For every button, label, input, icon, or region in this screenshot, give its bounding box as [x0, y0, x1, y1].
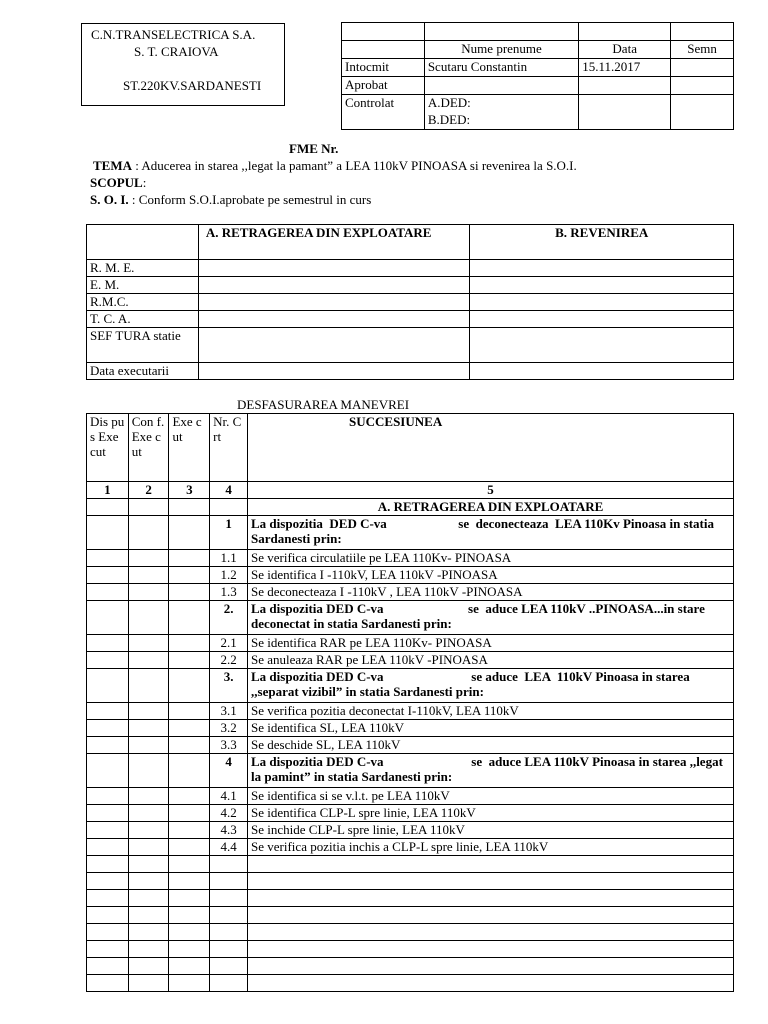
phases-row: [87, 311, 734, 328]
step-header-row: [87, 601, 734, 635]
empty-cell: [128, 839, 169, 856]
tema-text: : Aducerea in starea ,,legat la pamant” a LEA 110kV PINOASA si revenirea la S.O.I.: [132, 158, 577, 173]
phase-b-cell: [470, 260, 734, 277]
phases-row: [87, 260, 734, 277]
phase-b-header: B. REVENIREA: [470, 225, 734, 260]
soi-label: S. O. I.: [90, 192, 129, 207]
phases-row: [87, 328, 734, 363]
empty-cell: [87, 499, 129, 516]
empty-cell: [169, 975, 210, 992]
col-header-confirmat: Con f. Exe cut: [128, 414, 169, 482]
phases-row-label: T. C. A.: [87, 311, 199, 328]
empty-cell: [87, 907, 129, 924]
tema-line: [93, 158, 577, 174]
step-text: Se identifica I -110kV, LEA 110kV -PINOASA: [248, 567, 734, 584]
empty-cell: [87, 720, 129, 737]
phase-a-cell: [198, 311, 470, 328]
step-text: La dispozitia DED C-va se aduce LEA 110kV ..PINOASA...in stare deconectat in statia Sardanesti prin:: [248, 601, 734, 635]
empty-cell: [87, 975, 129, 992]
empty-cell: [87, 890, 129, 907]
column-number-cell: 3: [169, 482, 210, 499]
empty-cell: [128, 550, 169, 567]
tema-label: TEMA: [93, 158, 132, 173]
empty-cell: [128, 754, 169, 788]
company-subunit: S. T. CRAIOVA: [134, 44, 219, 59]
empty-cell: [169, 516, 210, 550]
step-row: [87, 652, 734, 669]
step-number: 4.2: [210, 805, 248, 822]
empty-cell: [169, 822, 210, 839]
empty-cell: [210, 975, 248, 992]
empty-cell: [169, 890, 210, 907]
empty-cell: [169, 907, 210, 924]
step-text: Se deschide SL, LEA 110kV: [248, 737, 734, 754]
signature-header-cell: Data: [579, 41, 671, 59]
empty-row: [87, 958, 734, 975]
column-number-cell: 4: [210, 482, 248, 499]
empty-cell: [169, 601, 210, 635]
step-header-row: [87, 669, 734, 703]
phases-header-row: [87, 225, 734, 260]
maneuver-header-row: [87, 414, 734, 482]
empty-row: [87, 856, 734, 873]
empty-cell: [169, 839, 210, 856]
signature-role: Aprobat: [342, 77, 425, 95]
empty-cell: [87, 516, 129, 550]
empty-cell: [128, 635, 169, 652]
signature-row: [342, 77, 734, 95]
signature-cell: [424, 77, 578, 95]
empty-cell: [128, 907, 169, 924]
empty-cell: [210, 499, 248, 516]
empty-cell: [87, 652, 129, 669]
empty-cell: [169, 788, 210, 805]
signature-cell: [671, 95, 734, 130]
phase-b-cell: [470, 311, 734, 328]
phase-b-cell: [470, 277, 734, 294]
empty-cell: [87, 601, 129, 635]
empty-row: [87, 924, 734, 941]
empty-cell: [128, 822, 169, 839]
step-number: 4.3: [210, 822, 248, 839]
step-row: [87, 635, 734, 652]
step-number: 2.: [210, 601, 248, 635]
empty-cell: [128, 873, 169, 890]
step-text: Se inchide CLP-L spre linie, LEA 110kV: [248, 822, 734, 839]
phases-row-label: Data executarii: [87, 363, 199, 380]
empty-cell: [210, 856, 248, 873]
empty-cell: [128, 584, 169, 601]
empty-cell: [210, 941, 248, 958]
empty-cell: [128, 805, 169, 822]
empty-row: [87, 890, 734, 907]
empty-cell: [169, 720, 210, 737]
step-text: La dispozitia DED C-va se deconecteaza LEA 110Kv Pinoasa in statia Sardanesti prin:: [248, 516, 734, 550]
signature-cell: [579, 77, 671, 95]
phases-row-label: E. M.: [87, 277, 199, 294]
signature-cell: [579, 95, 671, 130]
step-number: 1: [210, 516, 248, 550]
column-number-cell: 1: [87, 482, 129, 499]
step-number: 3.1: [210, 703, 248, 720]
column-number-cell: 2: [128, 482, 169, 499]
empty-cell: [169, 805, 210, 822]
empty-cell: [87, 754, 129, 788]
scopul-text: :: [142, 175, 147, 190]
empty-cell: [128, 720, 169, 737]
empty-cell: [87, 856, 129, 873]
signature-role: Controlat: [342, 95, 425, 130]
phases-corner: [87, 225, 199, 260]
empty-cell: [128, 975, 169, 992]
step-text: Se verifica circulatiile pe LEA 110Kv- PINOASA: [248, 550, 734, 567]
signature-header-cell: Nume prenume: [424, 41, 578, 59]
empty-cell: [169, 550, 210, 567]
step-text: Se deconecteaza I -110kV , LEA 110kV -PINOASA: [248, 584, 734, 601]
step-text: Se anuleaza RAR pe LEA 110kV -PINOASA: [248, 652, 734, 669]
empty-cell: [128, 924, 169, 941]
empty-cell: [169, 873, 210, 890]
signature-cell: [671, 59, 734, 77]
empty-cell: [87, 669, 129, 703]
empty-cell: [169, 924, 210, 941]
step-number: 4.4: [210, 839, 248, 856]
empty-cell: [128, 890, 169, 907]
empty-cell: [169, 567, 210, 584]
step-text: Se verifica pozitia deconectat I-110kV, LEA 110kV: [248, 703, 734, 720]
step-text: La dispozitia DED C-va se aduce LEA 110kV Pinoasa in starea ,,separat vizibil” in statia Sardanesti prin:: [248, 669, 734, 703]
step-number: 1.2: [210, 567, 248, 584]
empty-cell: [87, 635, 129, 652]
step-header-row: [87, 754, 734, 788]
empty-cell: [87, 873, 129, 890]
step-row: [87, 805, 734, 822]
fme-number: FME Nr.: [289, 141, 339, 156]
step-header-row: [87, 516, 734, 550]
empty-cell: [87, 805, 129, 822]
empty-cell: [248, 873, 734, 890]
empty-cell: [128, 601, 169, 635]
signature-cell: 15.11.2017: [579, 59, 671, 77]
step-number: 2.1: [210, 635, 248, 652]
step-row: [87, 737, 734, 754]
scopul-line: [90, 175, 146, 191]
col-header-executat: Exe cut: [169, 414, 210, 482]
empty-cell: [169, 941, 210, 958]
empty-cell: [169, 635, 210, 652]
empty-cell: [87, 567, 129, 584]
step-text: Se verifica pozitia inchis a CLP-L spre linie, LEA 110kV: [248, 839, 734, 856]
empty-cell: [87, 839, 129, 856]
empty-cell: [248, 975, 734, 992]
empty-cell: [128, 567, 169, 584]
empty-cell: [87, 958, 129, 975]
empty-cell: [169, 669, 210, 703]
step-number: 1.1: [210, 550, 248, 567]
signature-empty-cell: [424, 23, 578, 41]
empty-cell: [169, 584, 210, 601]
signature-empty-cell: [671, 23, 734, 41]
step-text: Se identifica si se v.l.t. pe LEA 110kV: [248, 788, 734, 805]
empty-cell: [87, 822, 129, 839]
empty-row: [87, 873, 734, 890]
step-text: Se identifica RAR pe LEA 110Kv- PINOASA: [248, 635, 734, 652]
empty-cell: [128, 669, 169, 703]
phase-b-cell: [470, 363, 734, 380]
empty-cell: [248, 890, 734, 907]
empty-cell: [87, 924, 129, 941]
step-number: 3.2: [210, 720, 248, 737]
empty-cell: [210, 873, 248, 890]
empty-cell: [128, 737, 169, 754]
section-title: A. RETRAGEREA DIN EXPLOATARE: [248, 499, 734, 516]
empty-cell: [169, 856, 210, 873]
empty-cell: [87, 584, 129, 601]
step-row: [87, 720, 734, 737]
empty-cell: [128, 958, 169, 975]
empty-cell: [87, 737, 129, 754]
empty-cell: [169, 703, 210, 720]
phase-a-cell: [198, 328, 470, 363]
step-row: [87, 703, 734, 720]
step-row: [87, 822, 734, 839]
step-row: [87, 788, 734, 805]
empty-cell: [169, 754, 210, 788]
empty-cell: [169, 499, 210, 516]
step-row: [87, 584, 734, 601]
phase-a-cell: [198, 363, 470, 380]
empty-cell: [210, 924, 248, 941]
signature-cell: Scutaru Constantin: [424, 59, 578, 77]
step-row: [87, 839, 734, 856]
empty-cell: [87, 941, 129, 958]
signature-row: [342, 95, 734, 113]
signature-empty-cell: [342, 23, 425, 41]
soi-line: [90, 192, 371, 208]
empty-cell: [87, 703, 129, 720]
phases-row-label: SEF TURA statie: [87, 328, 199, 363]
step-row: [87, 550, 734, 567]
step-number: 4: [210, 754, 248, 788]
phase-a-cell: [198, 260, 470, 277]
empty-cell: [87, 550, 129, 567]
station-name: ST.220KV.SARDANESTI: [123, 78, 262, 93]
signature-top-row: [342, 23, 734, 41]
maneuver-table: [86, 413, 734, 992]
section-title-row: [87, 499, 734, 516]
empty-cell: [210, 907, 248, 924]
empty-cell: [128, 516, 169, 550]
phase-b-cell: [470, 328, 734, 363]
phases-row: [87, 294, 734, 311]
signature-header-cell: [342, 41, 425, 59]
signature-cell: B.DED:: [424, 112, 578, 130]
col-header-dispus: Dis pus Exe cut: [87, 414, 129, 482]
phases-row-label: R. M. E.: [87, 260, 199, 277]
signature-cell: [671, 77, 734, 95]
empty-cell: [248, 856, 734, 873]
phase-b-cell: [470, 294, 734, 311]
step-number: 1.3: [210, 584, 248, 601]
step-number: 3.3: [210, 737, 248, 754]
phase-a-cell: [198, 294, 470, 311]
phase-a-cell: [198, 277, 470, 294]
phases-row: [87, 363, 734, 380]
step-text: Se identifica CLP-L spre linie, LEA 110kV: [248, 805, 734, 822]
signature-table: [341, 22, 734, 130]
empty-cell: [87, 788, 129, 805]
empty-cell: [248, 907, 734, 924]
step-text: La dispozitia DED C-va se aduce LEA 110kV Pinoasa in starea ,,legat la pamint” in statia Sardanesti prin:: [248, 754, 734, 788]
signature-header-cell: Semn: [671, 41, 734, 59]
phase-a-header: A. RETRAGEREA DIN EXPLOATARE: [198, 225, 470, 260]
empty-cell: [128, 788, 169, 805]
step-row: [87, 567, 734, 584]
empty-cell: [169, 958, 210, 975]
empty-cell: [248, 958, 734, 975]
empty-cell: [128, 499, 169, 516]
empty-cell: [248, 941, 734, 958]
phases-table: [86, 224, 734, 380]
step-number: 3.: [210, 669, 248, 703]
empty-row: [87, 907, 734, 924]
step-number: 2.2: [210, 652, 248, 669]
phases-row-label: R.M.C.: [87, 294, 199, 311]
empty-cell: [128, 941, 169, 958]
signature-role: Intocmit: [342, 59, 425, 77]
empty-cell: [248, 924, 734, 941]
empty-cell: [128, 856, 169, 873]
maneuver-title: DESFASURAREA MANEVREI: [237, 397, 410, 412]
empty-row: [87, 975, 734, 992]
empty-row: [87, 941, 734, 958]
col-header-nr: Nr. Crt: [210, 414, 248, 482]
soi-text: : Conform S.O.I.aprobate pe semestrul in curs: [128, 192, 372, 207]
empty-cell: [210, 890, 248, 907]
empty-cell: [169, 737, 210, 754]
empty-cell: [128, 703, 169, 720]
empty-cell: [210, 958, 248, 975]
phases-row: [87, 277, 734, 294]
step-text: Se identifica SL, LEA 110kV: [248, 720, 734, 737]
signature-empty-cell: [579, 23, 671, 41]
column-number-row: [87, 482, 734, 499]
col-header-succesiune: SUCCESIUNEA: [248, 414, 734, 482]
company-box: [81, 23, 285, 106]
scopul-label: SCOPUL: [90, 175, 143, 190]
signature-row: [342, 59, 734, 77]
column-number-cell: 5: [248, 482, 734, 499]
step-number: 4.1: [210, 788, 248, 805]
signature-cell: A.DED:: [424, 95, 578, 113]
signature-header-row: [342, 41, 734, 59]
empty-cell: [169, 652, 210, 669]
company-name: C.N.TRANSELECTRICA S.A.: [91, 27, 256, 42]
empty-cell: [128, 652, 169, 669]
